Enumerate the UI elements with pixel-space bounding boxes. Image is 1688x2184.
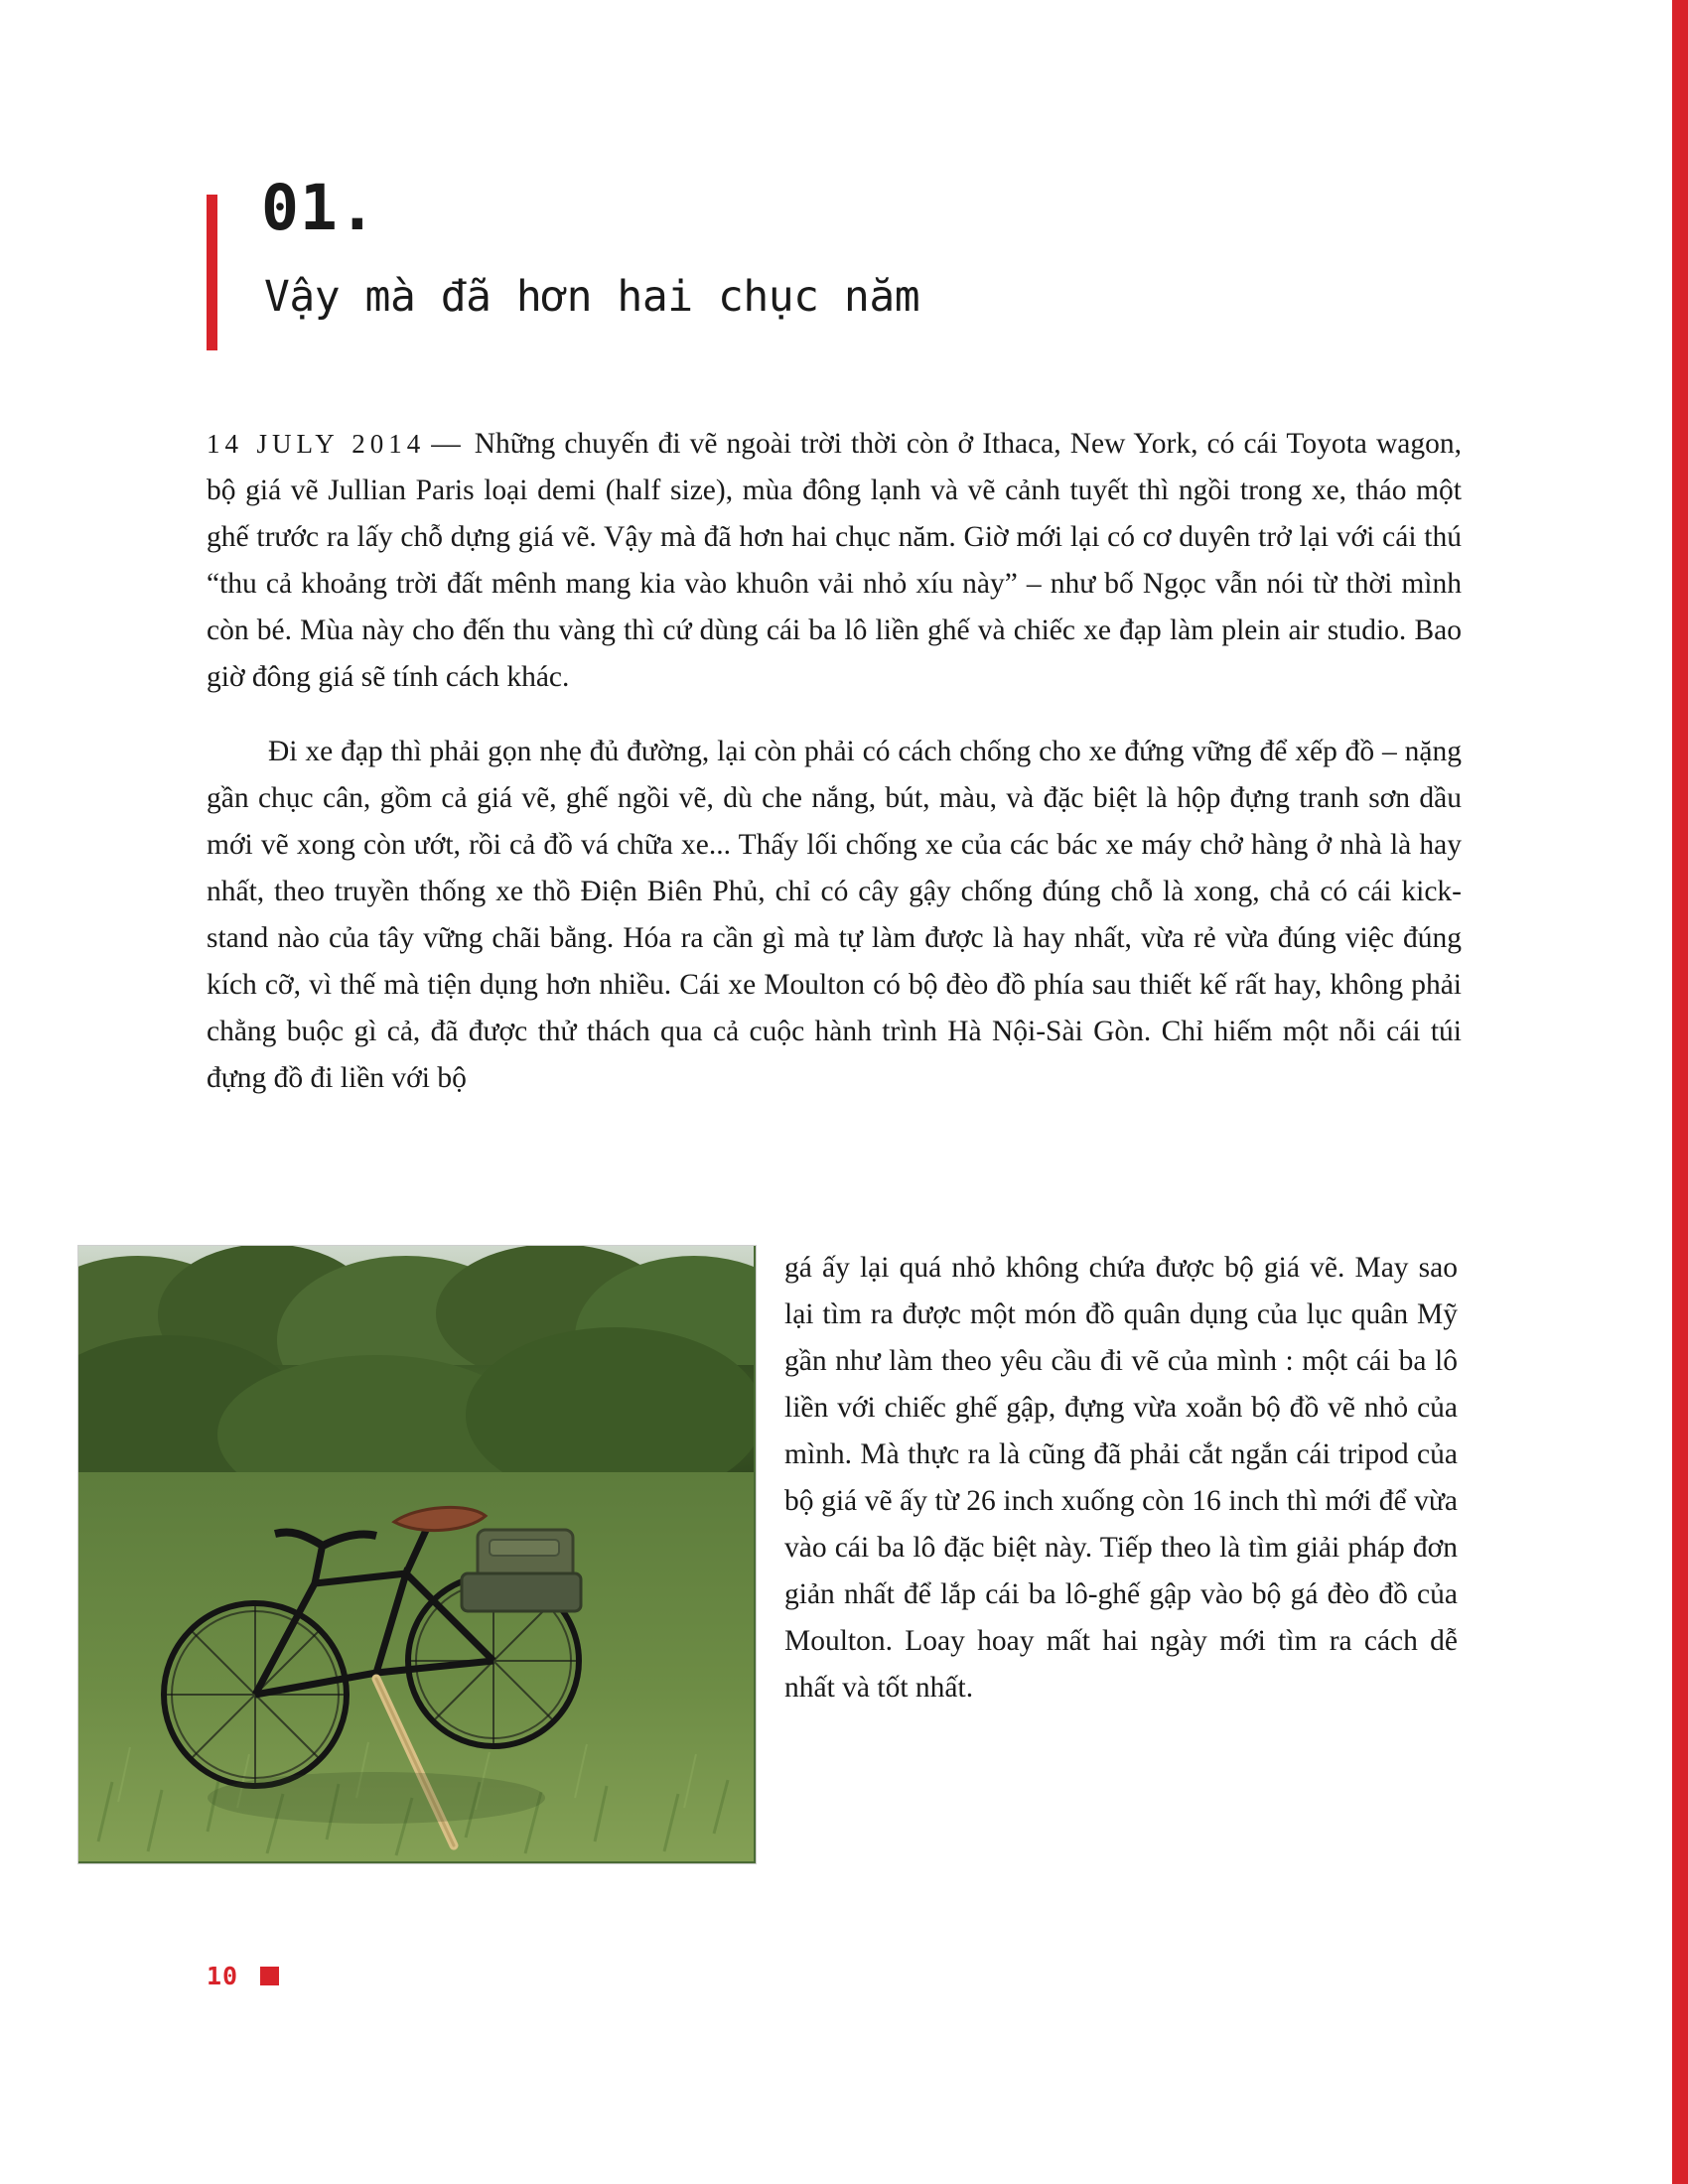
bicycle-photo-illustration (78, 1246, 754, 1861)
chapter-title: Vậy mà đã hơn hai chục năm (264, 272, 920, 322)
paragraph-three: gá ấy lại quá nhỏ không chứa được bộ giá vẽ. May sao lại tìm ra được một món đồ quân dụng của lục quân Mỹ gần như làm theo yêu cầu đi vẽ của mình : một cái ba lô liền với chiếc ghế gập, đựng vừa xoẳn bộ đồ vẽ nhỏ của mình. Mà thực ra là cũng đã phải cắt ngắn cái tripod của bộ giá vẽ ấy từ 26 inch xuống còn 16 inch thì mới để vừa vào cái ba lô đặc biệt này. Tiếp theo là tìm giải pháp đơn giản nhất để lắp cái ba lô-ghế gập vào bộ gá đèo đồ của Moulton. Loay hoay mất hai ngày mới tìm ra cách dễ nhất và tốt nhất. (784, 1252, 1458, 1704)
dateline: 14 JULY 2014 (207, 429, 426, 459)
bicycle-photo (77, 1245, 757, 1864)
page-edge-band (1672, 0, 1688, 2184)
dateline-dash: — (431, 428, 461, 460)
footer-square-marker (260, 1967, 279, 1985)
paragraph-one-text: Những chuyến đi vẽ ngoài trời thời còn ở Ithaca, New York, có cái Toyota wagon, bộ giá vẽ Jullian Paris loại demi (half size), mùa đông lạnh và vẽ cảnh tuyết thì ngồi trong xe, tháo một ghế trước ra lấy chỗ dựng giá vẽ. Vậy mà đã hơn hai chục năm. Giờ mới lại có cơ duyên trở lại với cái thú “thu cả khoảng trời đất mênh mang kia vào khuôn vải nhỏ xíu này” – như bố Ngọc vẫn nói từ thời mình còn bé. Mùa này cho đến thu vàng thì cứ dùng cái ba lô liền ghế và chiếc xe đạp làm plein air studio. Bao giờ đông giá sẽ tính cách khác. (207, 428, 1462, 693)
paragraph-one (207, 421, 1462, 701)
paragraph-two: Đi xe đạp thì phải gọn nhẹ đủ đường, lại còn phải có cách chống cho xe đứng vững để xếp đồ – nặng gần chục cân, gồm cả giá vẽ, ghế ngồi vẽ, dù che nắng, bút, màu, và đặc biệt là hộp đựng tranh sơn dầu mới vẽ xong còn ướt, rồi cả đồ vá chữa xe... Thấy lối chống xe của các bác xe máy chở hàng ở nhà là hay nhất, theo truyền thống xe thồ Điện Biên Phủ, chỉ có cây gậy chống đúng chỗ là xong, chả có cái kick-stand nào của tây vững chãi bằng. Hóa ra cần gì mà tự làm được là hay nhất, vừa rẻ vừa đúng việc đúng kích cỡ, vì thế mà tiện dụng hơn nhiều. Cái xe Moulton có bộ đèo đồ phía sau thiết kế rất hay, không phải chằng buộc gì cả, đã được thử thách qua cả cuộc hành trình Hà Nội-Sài Gòn. Chỉ hiếm một nỗi cái túi đựng đồ đi liền với bộ (207, 736, 1462, 1094)
wrapped-text-column (784, 1245, 1458, 1711)
page-footer (207, 1962, 279, 1990)
chapter-number: 01. (261, 172, 377, 244)
page-number: 10 (207, 1962, 239, 1990)
body-text-column (207, 421, 1462, 1102)
chapter-accent-rule (207, 195, 217, 350)
